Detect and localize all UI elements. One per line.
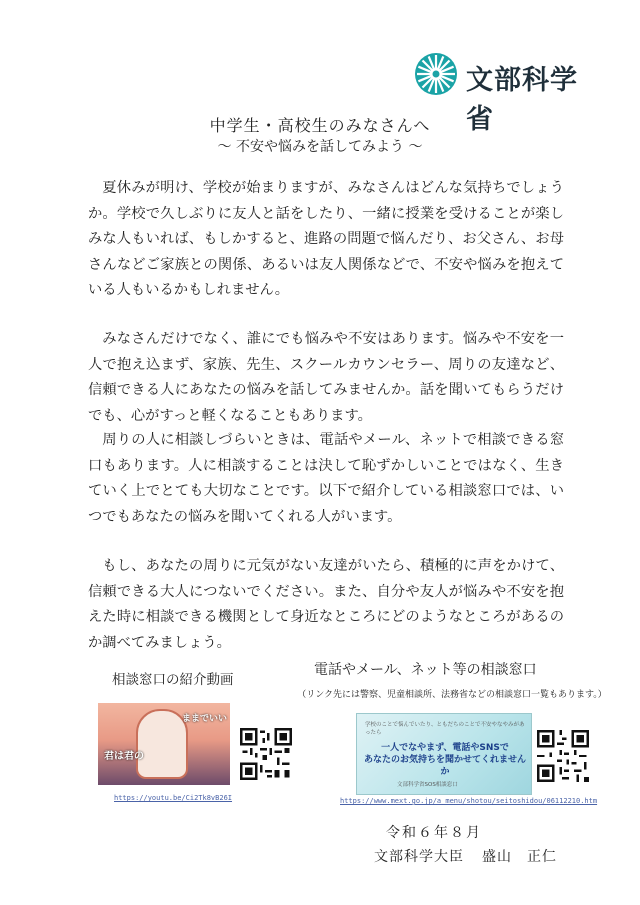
banner-main-line-1: 一人でなやまず、電話やSNSで xyxy=(381,743,509,753)
character-illustration xyxy=(136,709,188,779)
video-section-label: 相談窓口の紹介動画 xyxy=(112,672,234,688)
page-title: 中学生・高校生のみなさんへ xyxy=(209,116,431,135)
signer-name: 盛山 正仁 xyxy=(482,849,557,865)
contact-section-label: 電話やメール、ネット等の相談窓口 xyxy=(314,662,537,678)
signature-block xyxy=(374,846,557,866)
banner-main-text xyxy=(363,742,527,778)
contact-banner[interactable] xyxy=(356,713,532,795)
contact-url-link[interactable]: https://www.mext.go.jp/a_menu/shotou/seitoshidou/06112210.htm xyxy=(340,797,598,805)
banner-small-text: 学校のことで悩んでいたり、ともだちのことで不安やなやみがあったら xyxy=(365,722,525,736)
video-thumbnail[interactable] xyxy=(98,703,230,785)
paragraph-1: 夏休みが明け、学校が始まりますが、みなさんはどんな気持ちでしょうか。学校で久しぶりに友人と話をしたり、一緒に授業を受けることが楽しみな人もいれば、もしかすると、進路の問題で悩んだり、お父さん、お母さんなどご家族との関係、あるいは友人関係などで、不安や悩みを抱えている人もいるかもしれません。 xyxy=(88,180,564,298)
contact-qr-code-icon[interactable] xyxy=(537,730,589,782)
paragraph-2: みなさんだけでなく、誰にでも悩みや不安はあります。悩みや不安を一人で抱え込まず、家族、先生、スクールカウンセラー、周りの友達など、信頼できる人にあなたの悩みを話してみませんか。話を聞いてもらうだけでも、心がすっと軽くなることもあります。 xyxy=(88,331,564,424)
page-subtitle: ～ 不安や悩みを話してみよう ～ xyxy=(217,139,423,155)
org-name: 文部科学省 xyxy=(466,65,578,135)
contact-section-note: （リンク先には警察、児童相談所、法務省などの相談窓口一覧もあります。） xyxy=(297,690,607,700)
mext-logo xyxy=(414,46,584,135)
signer-title: 文部科学大臣 xyxy=(374,849,464,865)
video-url-link[interactable]: https://youtu.be/Ci2Tk8vB26I xyxy=(114,794,233,802)
thumbnail-caption-right: ままでいい xyxy=(182,714,228,724)
mext-flower-logo-icon xyxy=(414,52,458,96)
banner-main-line-2: あなたのお気持ちを聞かせてくれませんか xyxy=(363,755,526,777)
thumbnail-caption-left: 君は君の xyxy=(104,751,144,762)
paragraph-3: 周りの人に相談しづらいときは、電話やメール、ネットで相談できる窓口もあります。人に相談することは決して恥ずかしいことではなく、生きていく上でとても大切なことです。以下で紹介している相談窓口では、いつでもあなたの悩みを聞いてくれる人がいます。 xyxy=(88,432,564,525)
issue-date: 令和６年８月 xyxy=(386,825,482,841)
video-qr-code-icon[interactable] xyxy=(240,728,292,780)
paragraph-4: もし、あなたの周りに元気がない友達がいたら、積極的に声をかけて、信頼できる大人につないでください。また、自分や友人が悩みや不安を抱えた時に相談できる機関として身近なところにどのようなところがあるのか調べてみましょう。 xyxy=(88,558,564,651)
banner-footer-text: 文部科学省SOS相談窓口 xyxy=(397,782,458,788)
